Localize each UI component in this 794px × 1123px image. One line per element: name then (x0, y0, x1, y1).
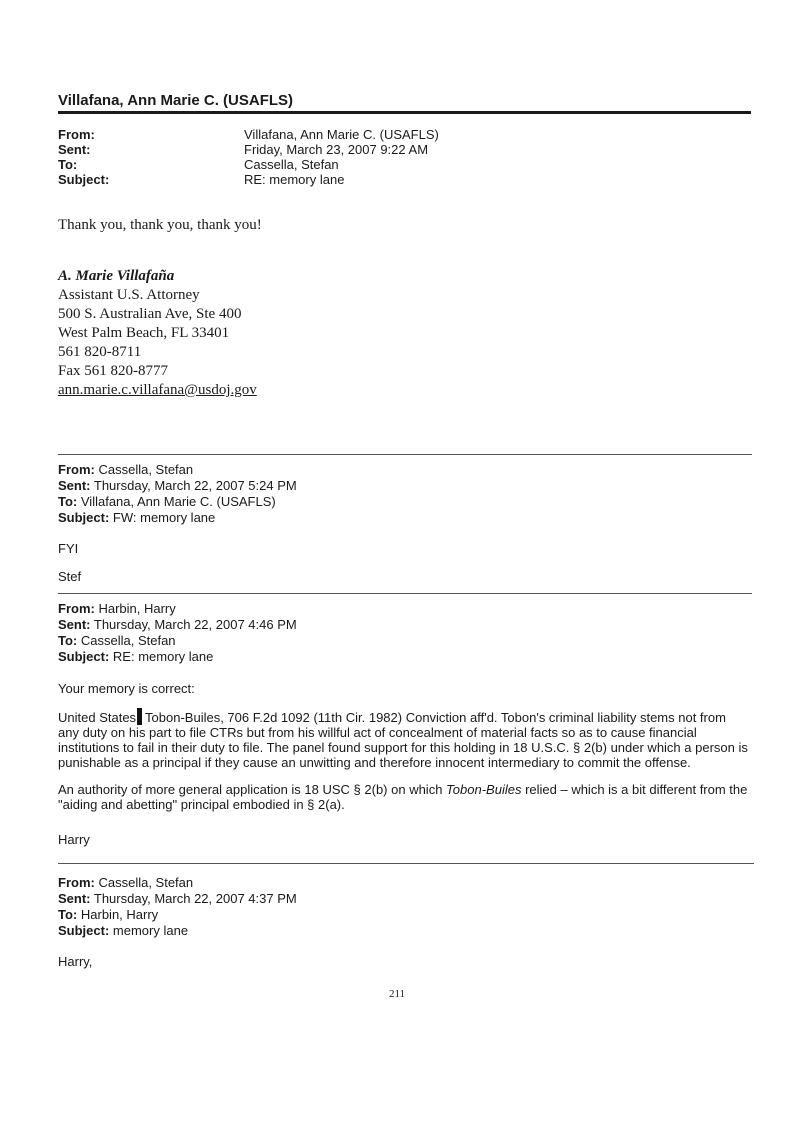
message-2-header (58, 601, 297, 665)
signature-phone: 561 820-8711 (58, 344, 142, 360)
signature-title: Assistant U.S. Attorney (58, 287, 200, 303)
subject-value: RE: memory lane (244, 172, 345, 187)
message-1-sent-label: Sent: (58, 478, 91, 493)
message-1-subject-value: FW: memory lane (112, 510, 216, 525)
message-3-sent-label: Sent: (58, 891, 91, 906)
message-2-sent-label: Sent: (58, 617, 91, 632)
mailbox-owner-name: Villafana, Ann Marie C. (USAFLS) (58, 92, 294, 109)
message-1-to-value: Villafana, Ann Marie C. (USAFLS) (80, 494, 276, 509)
signature-fax: Fax 561 820-8777 (58, 363, 168, 379)
message-3-header (58, 875, 297, 939)
message-2-case-paragraph (58, 708, 750, 770)
reply-body: Thank you, thank you, thank you! (58, 217, 262, 233)
message-3-sent-value: Thursday, March 22, 2007 4:37 PM (93, 891, 297, 906)
signature-email-link[interactable]: ann.marie.c.villafana@usdoj.gov (58, 382, 257, 398)
message-1-subject-label: Subject: (58, 510, 110, 525)
message-3-to-label: To: (58, 907, 78, 922)
signature-block (58, 286, 257, 400)
message-2-from-value: Harbin, Harry (98, 601, 176, 616)
message-2-sent-value: Thursday, March 22, 2007 4:46 PM (93, 617, 297, 632)
message-2-intro: Your memory is correct: (58, 681, 195, 696)
message-2-signoff: Harry (58, 832, 90, 847)
message-separator (58, 863, 754, 864)
to-value: Cassella, Stefan (244, 157, 339, 172)
message-3-to-value: Harbin, Harry (80, 907, 159, 922)
page-number: 211 (388, 988, 406, 1000)
message-3-subject-value: memory lane (112, 923, 189, 938)
message-1-sent-value: Thursday, March 22, 2007 5:24 PM (93, 478, 297, 493)
message-1-from-value: Cassella, Stefan (98, 462, 194, 477)
signature-name: A. Marie Villafaña (58, 268, 175, 284)
message-1-from-label: From: (58, 462, 95, 477)
redaction-mark (137, 708, 142, 725)
message-separator (58, 593, 752, 594)
message-3-subject-label: Subject: (58, 923, 110, 938)
signature-address-line2: West Palm Beach, FL 33401 (58, 325, 230, 341)
authority-text-start: An authority of more general application is 18 USC § 2(b) on which (58, 782, 447, 797)
message-3-from-label: From: (58, 875, 95, 890)
message-2-authority-paragraph (58, 782, 750, 812)
message-1-body-signoff: Stef (58, 569, 82, 584)
from-label: From: (58, 127, 95, 142)
message-3-from-value: Cassella, Stefan (98, 875, 194, 890)
message-2-to-value: Cassella, Stefan (80, 633, 176, 648)
message-3-greeting: Harry, (58, 954, 93, 969)
to-label: To: (58, 157, 78, 172)
authority-case-italic: Tobon-Builes (446, 782, 522, 797)
authority-text-end: relied – which is a bit different from the "aiding and abetting" principal embodied in § 2(a). (58, 782, 748, 812)
message-separator (58, 454, 752, 455)
message-1-body-fyi: FYI (58, 541, 79, 556)
message-1-to-label: To: (58, 494, 78, 509)
message-2-subject-label: Subject: (58, 649, 110, 664)
message-2-to-label: To: (58, 633, 78, 648)
message-2-subject-value: RE: memory lane (112, 649, 214, 664)
owner-header-rule (58, 111, 751, 114)
message-1-header (58, 462, 297, 526)
sent-value: Friday, March 23, 2007 9:22 AM (244, 142, 429, 157)
message-2-from-label: From: (58, 601, 95, 616)
sent-label: Sent: (58, 142, 91, 157)
signature-address-line1: 500 S. Australian Ave, Ste 400 (58, 306, 242, 322)
subject-label: Subject: (58, 172, 110, 187)
case-description: Tobon-Builes, 706 F.2d 1092 (11th Cir. 1982) Conviction aff'd. Tobon's criminal liability stems not from any duty on his part to file CTRs but from his willful act of concealment of material facts so as to cause financial institutions to fail in their duty to file. The panel found support for this holding in 18 U.S.C. § 2(b) under which a person is punishable as a principal if they cause an unwitting and therefore innocent intermediary to commit the offense. (58, 710, 748, 770)
case-name-prefix: United States (58, 710, 137, 725)
from-value: Villafana, Ann Marie C. (USAFLS) (244, 127, 439, 142)
